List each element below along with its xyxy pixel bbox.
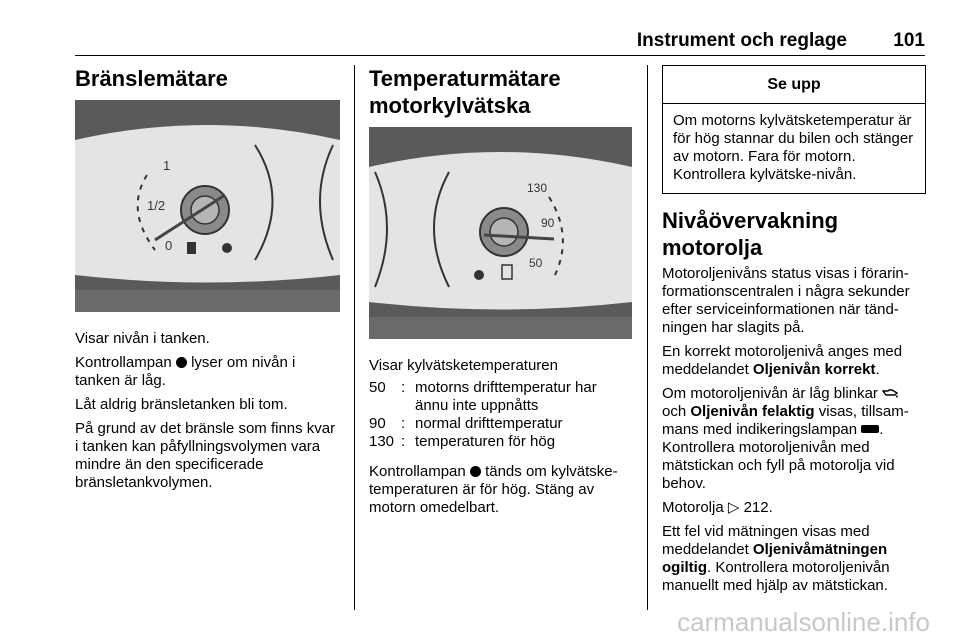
watermark: carmanualsonline.info (677, 607, 930, 637)
wrench-indicator-icon (861, 425, 879, 433)
coolant-gauge-image (369, 127, 632, 339)
header-title: Instrument och reglage (636, 30, 847, 51)
page-number: 101 (893, 30, 925, 51)
temp-label-high: 130 (527, 181, 548, 195)
warning-lamp-icon (470, 466, 481, 477)
column-divider-2 (647, 65, 648, 610)
temp-label-normal: 90 (541, 216, 555, 230)
fuel-label-half: 1/2 (147, 198, 166, 213)
coolant-paragraph-1: Visar kylvätsketemperaturen (369, 357, 558, 374)
coolant-values-table (369, 379, 634, 451)
oil-paragraph-3: Om motoroljenivån är låg blinkar och Oljenivån felaktig visas, tillsam-mans med indikeringslampan . Kontrollera motoroljenivån med mätstickan och fyll på motorolja vid behov. (662, 385, 909, 492)
header-rule (75, 55, 925, 56)
oil-paragraph-5: Ett fel vid mätningen visas med meddelandet Oljenivåmätningen ogiltig. Kontrollera motoroljenivån manuellt med hjälp av mätstickan. (662, 523, 890, 594)
oil-can-icon (882, 388, 898, 398)
right-column (662, 65, 926, 601)
fuel-paragraph-2: Kontrollampan lyser om nivån i tanken är låg. (75, 354, 296, 389)
coolant-paragraph-2: Kontrollampan tänds om kylvätske-temperaturen är för hög. Stäng av motorn omedelbart. (369, 463, 618, 516)
fuel-pump-icon (187, 242, 196, 254)
table-row: 130 : temperaturen för hög (369, 433, 556, 450)
coolant-heading: Temperaturmätare motorkylvätska (369, 66, 561, 118)
table-row: 50 : motorns drifttemperatur har ännu inte uppnåtts (369, 379, 597, 414)
caution-title: Se upp (663, 66, 925, 104)
fuel-paragraph-1: Visar nivån i tanken. (75, 330, 210, 347)
fuel-label-empty: 0 (165, 238, 173, 253)
warning-lamp-icon (176, 357, 187, 368)
fuel-warning-lamp-icon (222, 243, 232, 253)
fuel-heading: Bränslemätare (75, 66, 228, 91)
fuel-gauge-section (75, 65, 340, 498)
cross-reference-arrow-icon: ▷ (727, 499, 740, 516)
oil-heading: Nivåövervakning motorolja (662, 208, 839, 260)
caution-box (662, 65, 926, 194)
caution-text: Om motorns kylvätsketemperatur är för hög stannar du bilen och stänger av motorn. Fara för motorn. Kontrollera kylvätske-nivån. (673, 112, 914, 183)
temp-warning-lamp-icon (474, 270, 484, 280)
fuel-gauge-illustration (75, 100, 340, 312)
oil-paragraph-4: Motorolja ▷ 212. (662, 499, 773, 516)
oil-paragraph-1: Motoroljenivåns status visas i förarin-formationscentralen i några sekunder efter serviceinformationen när tänd-ningen har slagits på. (662, 265, 910, 336)
coolant-gauge-illustration (369, 127, 632, 339)
oil-paragraph-2: En korrekt motoroljenivå anges med meddelandet Oljenivån korrekt. (662, 343, 903, 378)
table-row: 90 : normal drifttemperatur (369, 415, 563, 432)
fuel-label-full: 1 (163, 158, 171, 173)
temp-label-low: 50 (529, 256, 543, 270)
fuel-paragraph-3: Låt aldrig bränsletanken bli tom. (75, 396, 288, 413)
coolant-gauge-section (369, 65, 634, 523)
column-divider-1 (354, 65, 355, 610)
page-header (75, 30, 925, 52)
fuel-gauge-image (75, 100, 340, 312)
fuel-paragraph-4: På grund av det bränsle som finns kvar i tanken kan påfyllningsvolymen vara mindre än den specificerade bränsletankvolymen. (75, 420, 336, 491)
